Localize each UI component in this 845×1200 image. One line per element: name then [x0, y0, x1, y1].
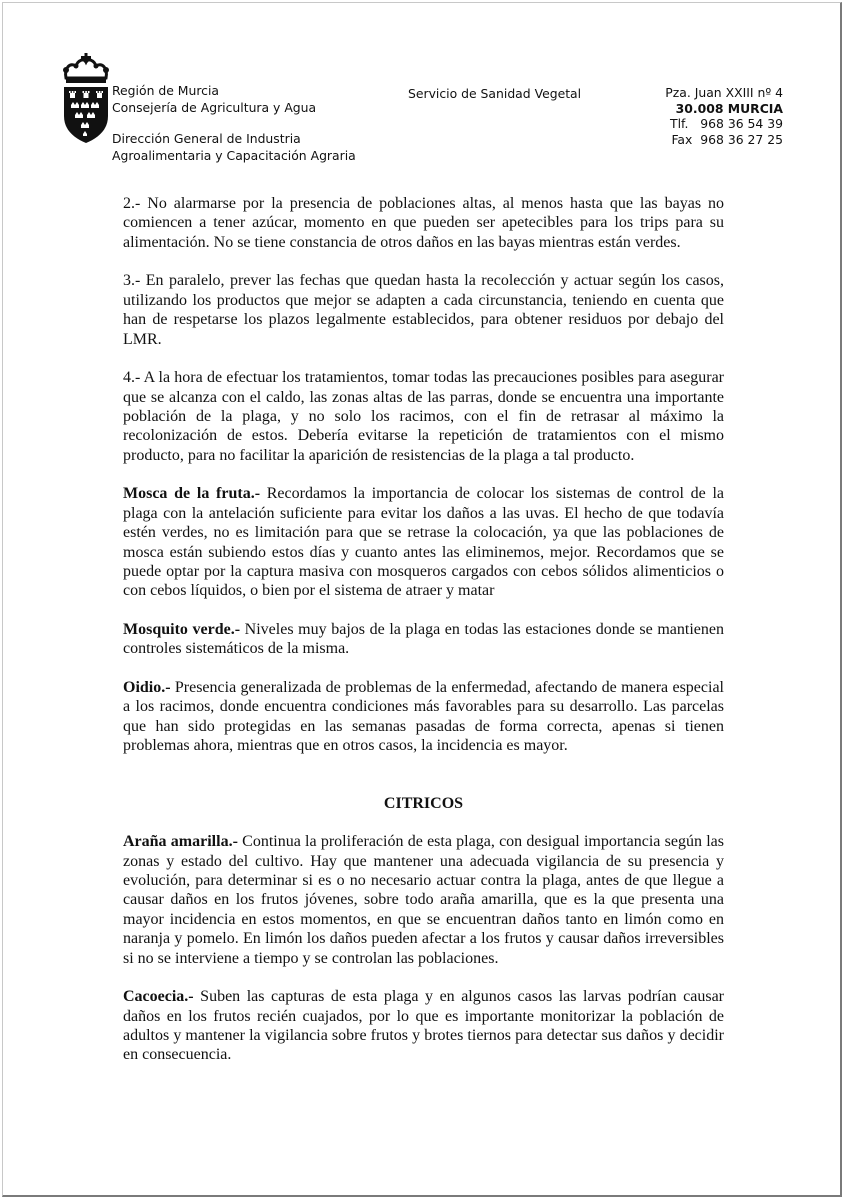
- org-region: Región de Murcia: [112, 83, 219, 98]
- mosca-text: Recordamos la importancia de colocar los sistemas de control de la plaga con la antelación suficiente para evitar los daños a las uvas. El hecho de que todavía estén verdes, no es limitación para que se retrase la colocación, ya que las poblaciones de mosca están subiendo estos días y cuanto antes las eliminemos, mejor. Recordamos que se puede optar por la captura masiva con mosqueros cargados con cebos sólidos alimenticios o con cebos líquidos, o bien por el sistema de atraer y matar: [123, 485, 724, 600]
- paragraph-3: 3.- En paralelo, prever las fechas que quedan hasta la recolección y actuar según los casos, utilizando los productos que mejor se adapten a cada circunstancia, teniendo en cuenta que han de respetarse los plazos legalmente establecidos, para obtener residuos por debajo del LMR.: [123, 272, 724, 348]
- document-body: [123, 194, 724, 1084]
- cacoecia-title: Cacoecia.-: [123, 988, 194, 1006]
- address-city: 30.008 MURCIA: [675, 100, 783, 116]
- paragraph-oidio: [123, 678, 724, 756]
- section-heading-citricos: CITRICOS: [383, 794, 464, 812]
- arana-title: Araña amarilla.-: [123, 833, 238, 851]
- org-directorate-cont: Agroalimentaria y Capacitación Agraria: [112, 147, 356, 163]
- address-fax: Fax 968 36 27 25: [671, 131, 783, 147]
- paragraph-4: 4.- A la hora de efectuar los tratamientos, tomar todas las precauciones posibles para asegurar que se alcanza con el caldo, las zonas altas de las parras, donde se encuentra una importante población de la plaga, y no solo los racimos, con el fin de retrasar al máximo la recolonización de estos. Debería evitarse la repetición de tratamientos con el mismo producto, para no facilitar la aparición de resistencias de la plaga a tal producto.: [123, 369, 724, 464]
- oidio-title: Oidio.-: [123, 679, 171, 697]
- address-block: [665, 85, 783, 147]
- paragraph-mosca: [123, 484, 724, 600]
- organization-block: [112, 83, 356, 164]
- cacoecia-text: Suben las capturas de esta plaga y en algunos casos las larvas podrían causar daños en los frutos recién cuajados, por lo que es importante monitorizar la población de adultos y mantener la vigilancia sobre frutos y brotes tiernos para detectar sus daños y decidir en consecuencia.: [123, 988, 724, 1064]
- oidio-text: Presencia generalizada de problemas de la enfermedad, afectando de manera especial a los racimos, donde encuentra condiciones más favorables para su desarrollo. Las parcelas que han sido protegidas en las semanas pasadas de forma correcta, apenas si tienen problemas ahora, mientras que en otros casos, la incidencia es mayor.: [123, 679, 724, 755]
- mosquito-text: Niveles muy bajos de la plaga en todas las estaciones donde se mantienen controles sistemáticos de la misma.: [123, 621, 725, 658]
- mosca-title: Mosca de la fruta.-: [123, 485, 261, 503]
- coat-of-arms-icon: [60, 52, 112, 144]
- paragraph-cacoecia: [123, 987, 724, 1065]
- service-name: Servicio de Sanidad Vegetal: [408, 86, 582, 101]
- paragraph-mosquito: [123, 620, 724, 659]
- paragraph-arana: [123, 832, 724, 968]
- org-directorate: Dirección General de Industria: [112, 131, 301, 146]
- paragraph-2: 2.- No alarmarse por la presencia de poblaciones altas, al menos hasta que las bayas no comiencen a tener azúcar, momento en que pueden ser apetecibles para los trips para su alimentación. No se tiene constancia de otros daños en las bayas mientras están verdes.: [123, 195, 724, 251]
- address-street: Pza. Juan XXIII nº 4: [665, 85, 783, 100]
- org-ministry: Consejería de Agricultura y Agua: [112, 99, 317, 115]
- arana-text: Continua la proliferación de esta plaga, con desigual importancia según las zonas y estado del cultivo. Hay que mantener una adecuada vigilancia de su presencia y evolución, para determinar si es o no necesario actuar contra la plaga, antes de que llegue a causar daños en los frutos jóvenes, sobre todo araña amarilla, que es la que presenta una mayor incidencia en estos momentos, en que se encuentran daños tanto en limón como en naranja y pomelo. En limón los daños pueden afectar a los frutos y causar daños irreversibles si no se interviene a tiempo y se controlan las poblaciones.: [123, 833, 724, 967]
- mosquito-title: Mosquito verde.-: [123, 621, 241, 639]
- address-phone: Tlf. 968 36 54 39: [670, 116, 783, 131]
